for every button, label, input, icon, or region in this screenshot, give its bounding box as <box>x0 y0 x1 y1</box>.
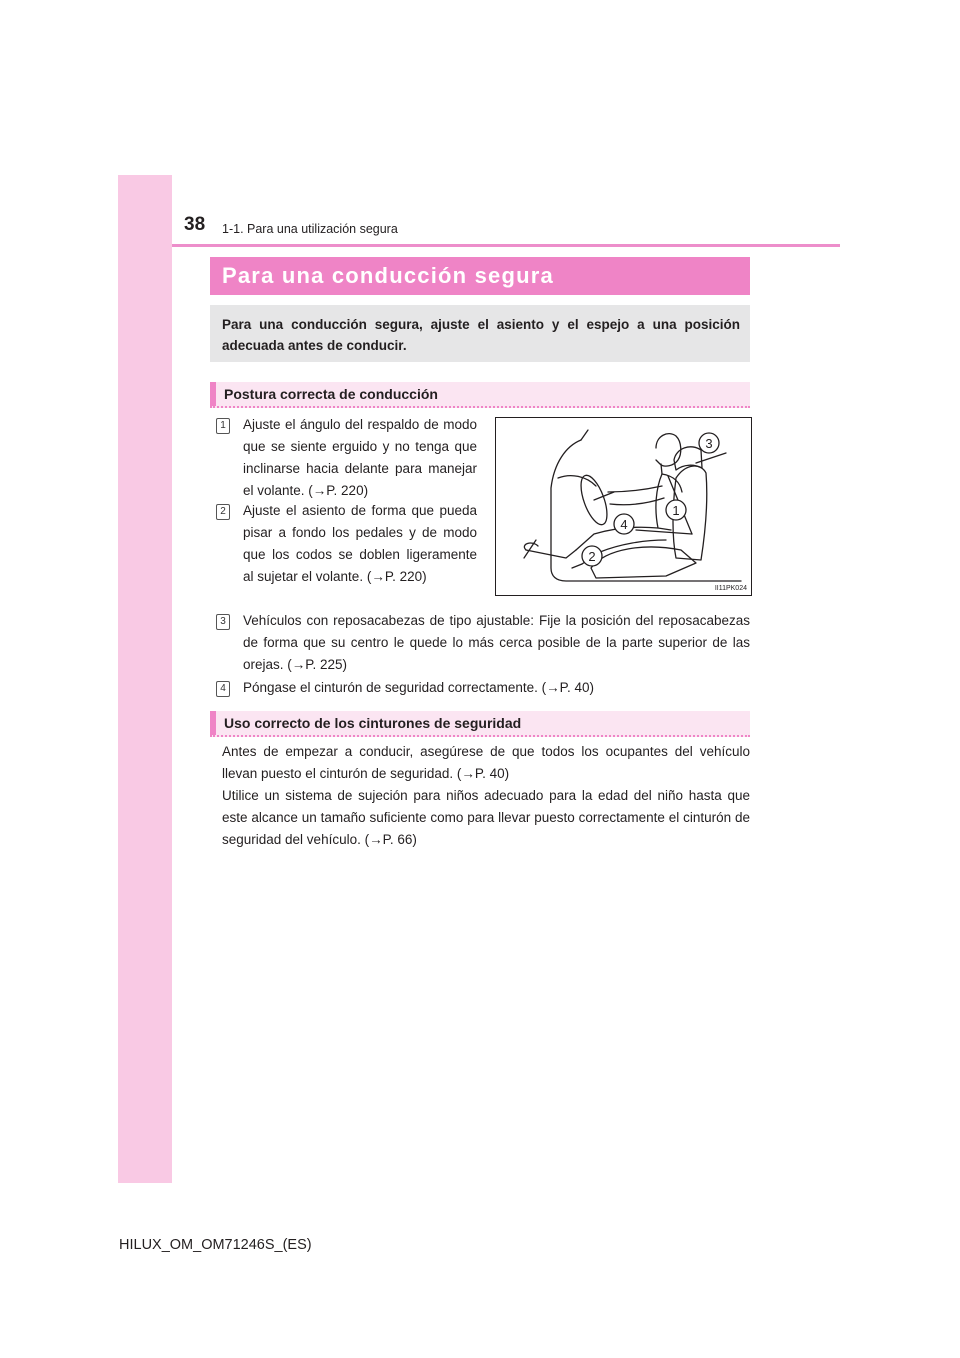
item-1-badge: 1 <box>216 418 230 434</box>
seatbelt-body <box>222 741 750 851</box>
title-bar <box>210 257 750 295</box>
figure-code: II11PK024 <box>714 585 747 592</box>
seatbelt-para-2: Utilice un sistema de sujeción para niños adecuado para la edad del niño hasta que este alcance un tamaño suficiente como para llevar puesto correctamente el cinturón de seguridad del vehículo. (→P. 66) <box>222 788 750 847</box>
callout-3: 3 <box>705 436 713 451</box>
posture-heading: Postura correcta de conducción <box>224 386 438 402</box>
driver-seat-illustration <box>496 418 751 595</box>
posture-heading-bar <box>210 382 750 408</box>
item-3-badge: 3 <box>216 614 230 630</box>
footer-code: HILUX_OM_OM71246S_(ES) <box>119 1237 312 1253</box>
intro-text: Para una conducción segura, ajuste el asiento y el espejo a una posición adecuada antes de conducir. <box>222 317 740 353</box>
item-4-text: Póngase el cinturón de seguridad correctamente. (→P. 40) <box>243 680 594 695</box>
item-2-badge: 2 <box>216 504 230 520</box>
callout-1: 1 <box>672 503 680 518</box>
item-1-text: Ajuste el ángulo del respaldo de modo que se siente erguido y no tenga que inclinarse hacia delante para manejar el volante. (→P. 220) <box>243 417 477 498</box>
page-number: 38 <box>184 214 206 235</box>
header-rule <box>172 244 840 247</box>
seatbelt-heading-bar <box>210 711 750 737</box>
item-4-badge: 4 <box>216 681 230 697</box>
seatbelt-para-1: Antes de empezar a conducir, asegúrese de que todos los ocupantes del vehículo llevan puesto el cinturón de seguridad. (→P. 40) <box>222 744 750 781</box>
page-title: Para una conducción segura <box>222 263 554 288</box>
intro-box <box>210 305 750 362</box>
item-2-text: Ajuste el asiento de forma que pueda pisar a fondo los pedales y de modo que los codos se doblen ligeramente al sujetar el volante. (→P. 220) <box>243 503 477 584</box>
side-tab <box>118 175 172 1183</box>
section-label: 1-1. Para una utilización segura <box>222 222 398 236</box>
item-3-text: Vehículos con reposacabezas de tipo ajustable: Fije la posición del reposacabezas de forma que su centro le quede lo más cerca posible de la parte superior de las orejas. (→P. 225) <box>243 613 750 672</box>
seatbelt-heading: Uso correcto de los cinturones de seguridad <box>224 715 522 731</box>
callout-4: 4 <box>620 517 628 532</box>
callout-2: 2 <box>588 549 596 564</box>
driving-posture-figure <box>495 417 752 596</box>
